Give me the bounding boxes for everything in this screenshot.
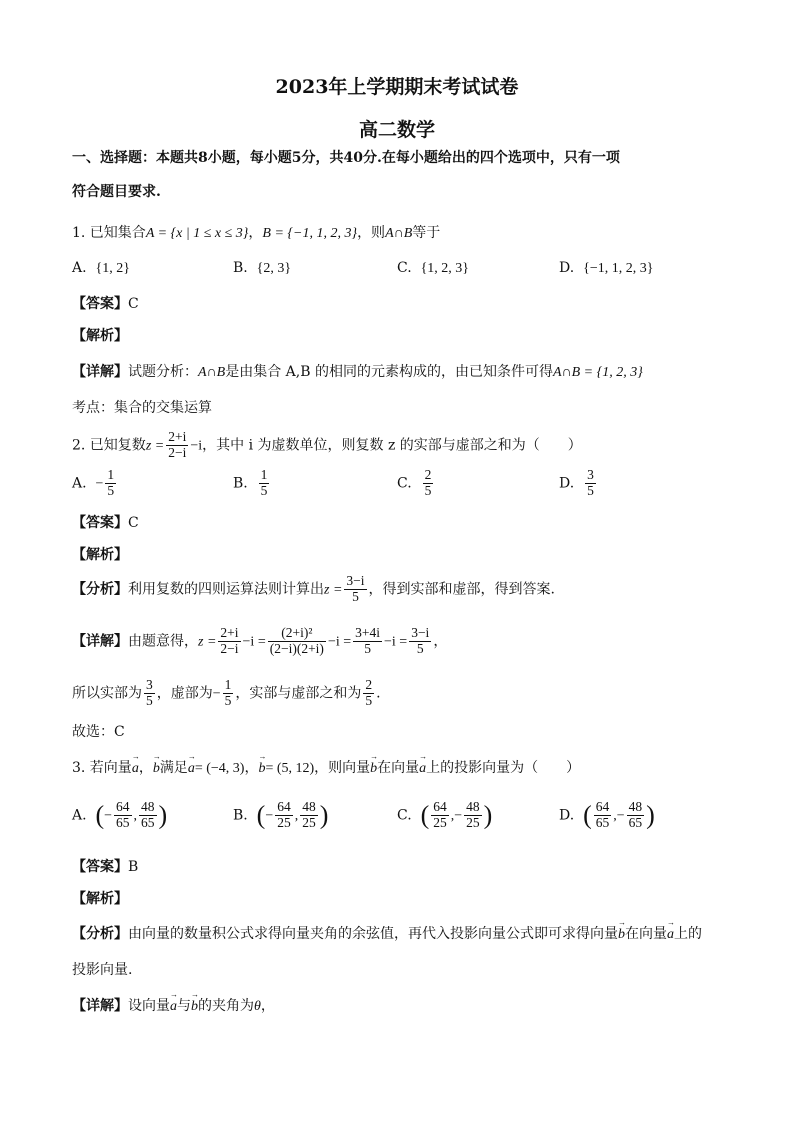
answer-value: C	[128, 296, 139, 312]
option-fraction	[464, 800, 482, 831]
q2-option-b	[233, 468, 271, 499]
comma: ,	[133, 808, 138, 824]
q2-fenxi-z: z =	[324, 582, 343, 598]
section-heading-line1: 一、选择题：本题共8小题，每小题5分，共40分.在每小题给出的四个选项中，只有一项	[72, 150, 620, 166]
q1-detail-cap: A∩B	[198, 365, 226, 380]
fraction-denominator: 5	[352, 588, 359, 604]
option-letter: D.	[559, 260, 575, 276]
option-letter: B.	[233, 260, 248, 276]
q2-detail-a: 由题意得，	[128, 633, 198, 650]
q2-analysis-label: 【解析】	[72, 547, 128, 563]
q1-stem-mid: ，则	[357, 225, 386, 241]
q2-summary-a: 所以实部为	[72, 685, 142, 702]
q3-fenxi-c: 上的	[674, 926, 702, 942]
fraction-denominator: 5	[364, 640, 371, 656]
q1-option-a	[72, 260, 130, 277]
option-letter: C.	[397, 807, 412, 824]
q1-option-d	[559, 260, 653, 277]
fraction-numerator: 3−i	[411, 625, 430, 640]
q3-option-d	[559, 800, 655, 831]
subject-title: 高二数学	[358, 119, 435, 141]
fraction-denominator: 65	[595, 814, 610, 830]
q1-stem	[72, 225, 440, 243]
q3-detail-end: ，	[260, 998, 275, 1014]
fraction-denominator: 5	[260, 482, 268, 498]
q3-fenxi-a: 由向量的数量积公式求得向量夹角的余弦值，再代入投影向量公式即可求得向量	[128, 926, 618, 942]
q3-detail-c: 的夹角为	[198, 998, 254, 1014]
fraction-denominator: 65	[628, 814, 643, 830]
q1-option-b	[233, 260, 291, 277]
fraction-denominator: 5	[224, 692, 232, 708]
vector-b: → b	[153, 761, 160, 778]
q3-answer	[72, 859, 138, 876]
option-text: {1, 2, 3}	[420, 261, 470, 276]
q2-fenxi-a: 利用复数的四则运算法则计算出	[128, 581, 324, 598]
q1-stem-prefix: 1. 已知集合	[72, 225, 146, 241]
paren-open: (	[95, 800, 105, 830]
fraction-denominator: 5	[146, 692, 153, 708]
q3-comma: ，	[244, 760, 259, 776]
paren-close: )	[158, 800, 168, 830]
fraction-numerator: 64	[595, 799, 610, 814]
paren-close: )	[319, 800, 329, 830]
q2-minus-i: −i	[190, 438, 203, 454]
paren-open: (	[583, 800, 592, 830]
fraction-numerator: 64	[116, 799, 130, 814]
q2-detail-frac1	[218, 626, 240, 657]
q2-detail-minus-i2: −i =	[327, 634, 352, 650]
detail-label: 【详解】	[72, 364, 128, 380]
q2-stem-prefix: 2. 已知复数	[72, 437, 146, 454]
fraction-denominator: 2−i	[220, 640, 239, 656]
q2-detail-end: ，	[433, 633, 448, 650]
q3-fenxi	[72, 926, 702, 944]
fraction-numerator: 3−i	[346, 573, 365, 588]
q2-option-a	[72, 468, 118, 499]
option-letter: C.	[397, 260, 412, 276]
option-letter: B.	[233, 475, 248, 492]
vector-b: → b	[258, 761, 265, 778]
q2-fraction	[166, 430, 188, 461]
q2-option-c	[397, 468, 435, 499]
q2-detail-minus-i: −i =	[242, 634, 266, 650]
option-text: {−1, 1, 2, 3}	[583, 261, 654, 276]
fraction-denominator: 5	[365, 692, 373, 708]
fraction-denominator: 25	[277, 814, 291, 830]
fraction-denominator: 25	[466, 814, 480, 830]
q3-stem-d: 在向量	[377, 760, 420, 776]
fraction-numerator: 3+4i	[355, 625, 380, 640]
detail-label: 【详解】	[72, 633, 128, 650]
fraction-numerator: 64	[433, 799, 447, 814]
fraction-denominator: (2−i)(2+i)	[269, 640, 324, 656]
fraction-numerator: 1	[260, 467, 268, 482]
q3-analysis-label: 【解析】	[72, 891, 128, 907]
q1-detail-result: A∩B = {1, 2, 3}	[552, 365, 643, 380]
fraction-denominator: 65	[116, 814, 130, 830]
q2-fenxi	[72, 574, 555, 605]
q2-imag-sign: −	[212, 686, 221, 702]
option-letter: A.	[72, 260, 87, 276]
fraction-denominator: 25	[433, 814, 447, 830]
fraction-numerator: 2+i	[168, 429, 187, 444]
fraction-numerator: (2+i)²	[268, 626, 326, 642]
fraction-denominator: 5	[587, 482, 594, 498]
vector-b: → b	[191, 999, 198, 1016]
q2-detail-frac3	[353, 626, 382, 657]
fraction-numerator: 48	[466, 799, 480, 814]
q3-option-c	[397, 800, 492, 831]
comma: ,	[450, 808, 455, 824]
q2-summary	[72, 678, 381, 709]
option-sign: −	[616, 808, 625, 824]
section-heading-line2: 符合题目要求.	[72, 184, 161, 200]
fraction-numerator: 48	[302, 799, 316, 814]
fenxi-label: 【分析】	[72, 581, 128, 598]
fraction-numerator: 1	[107, 467, 115, 482]
option-sign: −	[95, 476, 104, 492]
q3-detail-a: 设向量	[128, 998, 170, 1014]
theta-symbol: θ	[254, 999, 261, 1014]
fraction-denominator: 5	[107, 482, 115, 498]
q2-detail	[72, 626, 447, 657]
q3-option-b	[233, 800, 328, 831]
q2-answer	[72, 515, 139, 532]
option-letter: A.	[72, 475, 87, 492]
detail-label: 【详解】	[72, 998, 128, 1014]
q2-z-eq: z =	[145, 438, 165, 454]
fraction-numerator: 2	[424, 467, 432, 482]
option-text: {1, 2}	[95, 261, 130, 276]
q2-stem-suffix: ，其中 i 为虚数单位，则复数 z 的实部与虚部之和为（ ）	[202, 437, 582, 454]
q1-analysis-label: 【解析】	[72, 328, 128, 344]
vector-a: → a	[132, 761, 139, 778]
answer-value: C	[128, 515, 139, 531]
vector-b: → b	[370, 761, 377, 778]
option-fraction	[139, 800, 157, 831]
fraction-denominator: 65	[141, 814, 155, 830]
q2-fenxi-b: ，得到实部和虚部，得到答案.	[368, 581, 555, 598]
q2-imag-part	[223, 678, 234, 709]
q1-detail-b: 是由集合 A,B 的相同的元素构成的，由已知条件可得	[225, 364, 553, 380]
fraction-numerator: 48	[628, 799, 643, 814]
q3-stem-e: 上的投影向量为（ ）	[426, 760, 581, 776]
option-sign: −	[265, 808, 274, 824]
fraction-denominator: 2−i	[168, 444, 187, 460]
option-fraction	[300, 800, 318, 831]
vector-a: → a	[419, 761, 426, 778]
option-fraction	[114, 800, 132, 831]
q3-b-value: = (5, 12)	[265, 761, 315, 776]
comma: ,	[613, 808, 617, 824]
paren-open: (	[420, 800, 430, 830]
q2-option-d	[559, 468, 598, 499]
q3-stem	[72, 760, 580, 778]
q2-detail-minus-i3: −i =	[384, 634, 408, 650]
q1-set-b: B = {−1, 1, 2, 3}	[262, 226, 358, 241]
q1-note: 考点：集合的交集运算	[72, 400, 212, 416]
fraction-numerator: 1	[224, 677, 232, 692]
answer-label: 【答案】	[72, 296, 128, 312]
q3-stem-a: 3. 若向量	[72, 760, 132, 776]
option-sign: −	[104, 808, 113, 824]
paren-open: (	[256, 800, 266, 830]
answer-label: 【答案】	[72, 859, 128, 875]
fraction-numerator: 3	[587, 467, 594, 482]
vector-b: → b	[618, 927, 625, 944]
option-fraction	[275, 800, 293, 831]
vector-a: → a	[188, 761, 195, 778]
q2-detail-frac4	[409, 626, 431, 657]
option-sign: −	[454, 808, 463, 824]
option-letter: B.	[233, 807, 248, 824]
option-letter: D.	[559, 807, 575, 824]
q1-stem-suffix: 等于	[412, 225, 441, 241]
q2-detail-frac2	[268, 626, 326, 657]
q2-choice: 故选：C	[72, 724, 125, 740]
option-letter: D.	[559, 475, 575, 492]
q2-fenxi-fraction	[344, 574, 366, 605]
fraction-numerator: 64	[277, 799, 291, 814]
exam-title: 2023年上学期期末考试试卷	[275, 76, 519, 98]
q1-cap: A∩B	[385, 226, 413, 241]
option-fraction	[431, 800, 449, 831]
answer-value: B	[128, 859, 139, 875]
vector-a: → a	[170, 999, 177, 1016]
fraction-numerator: 2+i	[220, 625, 239, 640]
option-fraction	[594, 800, 612, 831]
option-fraction	[423, 468, 434, 499]
fenxi-label: 【分析】	[72, 926, 128, 942]
vector-a: → a	[667, 927, 674, 944]
q3-fenxi-b: 在向量	[625, 926, 667, 942]
q1-sep: ，	[248, 225, 263, 241]
q1-option-c	[397, 260, 469, 277]
q2-summary-b: ，虚部为	[156, 685, 213, 702]
q2-detail-z: z =	[198, 634, 217, 650]
option-letter: A.	[72, 807, 87, 824]
q1-set-a: A = {x | 1 ≤ x ≤ 3}	[145, 226, 249, 241]
option-fraction	[259, 468, 270, 499]
fraction-numerator: 48	[141, 799, 155, 814]
q1-answer	[72, 296, 139, 313]
q3-stem-c: ，则向量	[314, 760, 371, 776]
fraction-denominator: 5	[416, 640, 424, 656]
q2-sum	[363, 678, 374, 709]
option-fraction	[627, 800, 645, 831]
q3-option-a	[72, 800, 167, 831]
q1-detail-a: 试题分析：	[128, 364, 198, 380]
q3-fenxi-line2: 投影向量.	[72, 962, 133, 978]
q3-detail	[72, 998, 275, 1016]
q2-real-part	[144, 678, 155, 709]
paren-close: )	[483, 800, 493, 830]
option-text: {2, 3}	[256, 261, 292, 276]
q3-detail-b: 与	[177, 998, 191, 1014]
paren-close: )	[646, 800, 655, 830]
q1-detail	[72, 364, 643, 382]
option-letter: C.	[397, 475, 412, 492]
answer-label: 【答案】	[72, 515, 128, 531]
fraction-numerator: 2	[365, 677, 373, 692]
comma: ,	[294, 808, 299, 824]
fraction-numerator: 3	[146, 677, 153, 692]
q3-stem-b: 满足	[159, 760, 188, 776]
fraction-denominator: 5	[424, 482, 432, 498]
q3-comma: ，	[138, 760, 153, 776]
q2-stem	[72, 430, 582, 461]
option-fraction	[105, 468, 116, 499]
fraction-denominator: 25	[302, 814, 316, 830]
q2-summary-d: .	[376, 685, 381, 702]
q3-a-value: = (−4, 3)	[194, 761, 245, 776]
option-fraction	[585, 468, 596, 499]
q2-summary-c: ，实部与虚部之和为	[235, 685, 362, 702]
